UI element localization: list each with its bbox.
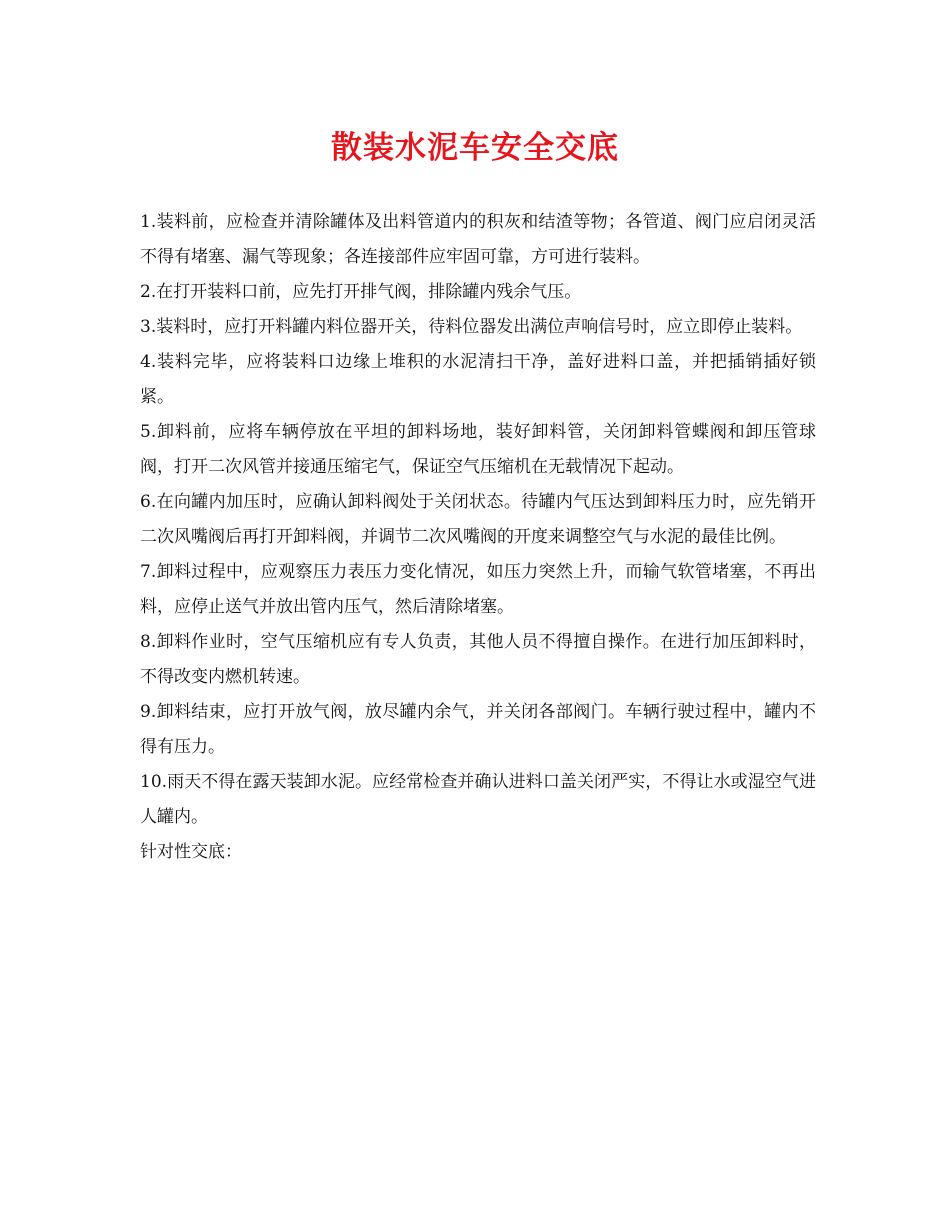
paragraph-9: 9.卸料结束，应打开放气阀，放尽罐内余气，并关闭各部阀门。车辆行驶过程中，罐内不得有压力。	[140, 702, 816, 757]
targeted-briefing-label: 针对性交底：	[140, 842, 242, 862]
paragraph-8: 8.卸料作业时，空气压缩机应有专人负责，其他人员不得擅自操作。在进行加压卸料时，不得改变内燃机转速。	[140, 632, 816, 687]
paragraph-6: 6.在向罐内加压时，应确认卸料阀处于关闭状态。待罐内气压达到卸料压力时，应先销开二次风嘴阀后再打开卸料阀，并调节二次风嘴阀的开度来调整空气与水泥的最佳比例。	[140, 492, 816, 547]
paragraph-2: 2.在打开装料口前，应先打开排气阀，排除罐内残余气压。	[140, 282, 582, 302]
paragraph-4: 4.装料完毕，应将装料口边缘上堆积的水泥清扫干净，盖好进料口盖，并把插销插好锁紧。	[140, 352, 816, 407]
paragraph-7: 7.卸料过程中，应观察压力表压力变化情况，如压力突然上升，而输气软管堵塞，不再出料，应停止送气并放出管内压气，然后清除堵塞。	[140, 562, 816, 617]
document-title: 散装水泥车安全交底	[331, 130, 619, 166]
paragraph-5: 5.卸料前，应将车辆停放在平坦的卸料场地，装好卸料管，关闭卸料管蝶阀和卸压管球阀，打开二次风管并接通压缩宅气，保证空气压缩机在无载情况下起动。	[140, 422, 816, 477]
paragraph-10: 10.雨天不得在露天装卸水泥。应经常检查并确认进料口盖关闭严实，不得让水或湿空气进人罐内。	[140, 772, 816, 827]
paragraph-3: 3.装料时，应打开料罐内料位器开关，待料位器发出满位声响信号时，应立即停止装料。	[140, 317, 803, 337]
paragraph-1: 1.装料前，应检查并清除罐体及出料管道内的积灰和结渣等物；各管道、阀门应启闭灵活不得有堵塞、漏气等现象；各连接部件应牢固可靠，方可进行装料。	[140, 212, 816, 267]
document-body	[140, 205, 816, 870]
